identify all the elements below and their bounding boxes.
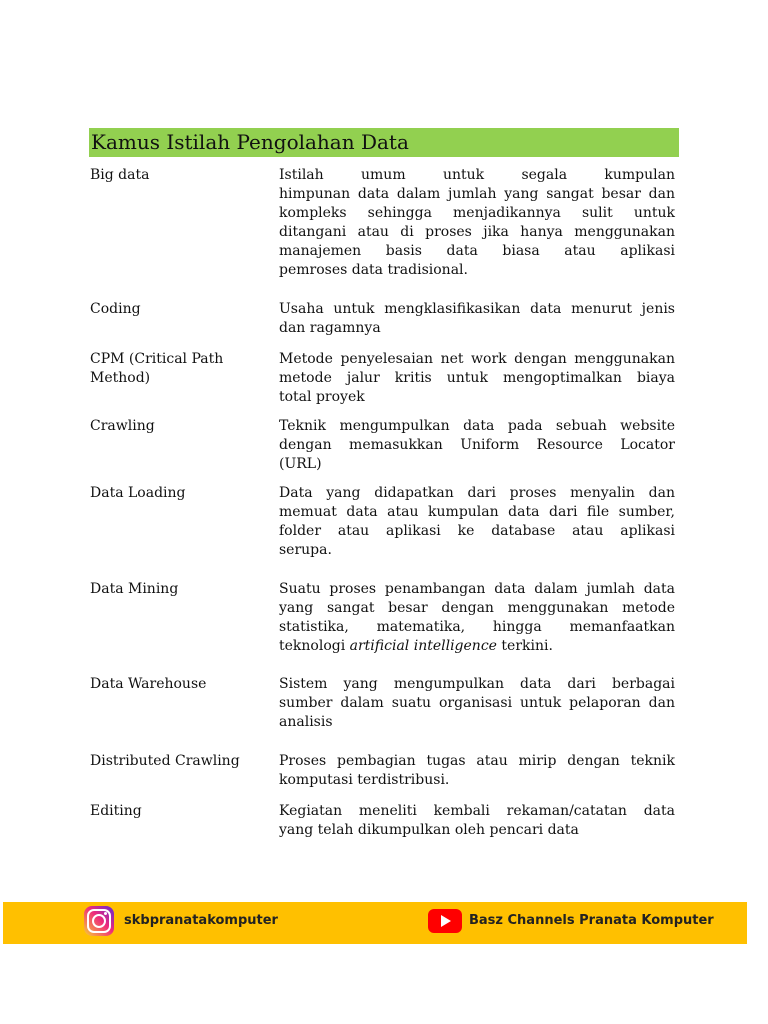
instagram-handle[interactable]: skbpranatakomputer	[124, 913, 278, 928]
glossary-definition	[279, 675, 675, 732]
youtube-icon[interactable]	[428, 909, 462, 933]
definition-line: folder atau aplikasi ke database atau aplikasi	[279, 523, 675, 539]
definition-line: analisis	[279, 714, 333, 730]
instagram-icon[interactable]	[84, 906, 114, 936]
definition-line: dan ragamnya	[279, 320, 381, 336]
glossary-term: Crawling	[90, 418, 155, 434]
definition-line: statistika, matematika, hingga memanfaatkan	[279, 619, 675, 635]
definition-line: Suatu proses penambangan data dalam jumlah data	[279, 581, 675, 597]
glossary-term: Data Warehouse	[90, 676, 207, 692]
definition-line: memuat data atau kumpulan data dari file sumber,	[279, 504, 675, 520]
definition-line: Usaha untuk mengklasifikasikan data menurut jenis	[279, 301, 675, 317]
definition-line: Teknik mengumpulkan data pada sebuah website	[279, 418, 675, 434]
definition-line: (URL)	[279, 456, 322, 472]
definition-line: teknologi artificial intelligence terkini.	[279, 638, 553, 654]
glossary-term: Distributed Crawling	[90, 753, 240, 769]
definition-line: Kegiatan meneliti kembali rekaman/catatan data	[279, 803, 675, 819]
definition-line: yang sangat besar dengan menggunakan metode	[279, 600, 675, 616]
definition-line: Sistem yang mengumpulkan data dari berbagai	[279, 676, 675, 692]
definition-line: Proses pembagian tugas atau mirip dengan teknik	[279, 753, 675, 769]
definition-line: metode jalur kritis untuk mengoptimalkan biaya	[279, 370, 675, 386]
definition-line: yang telah dikumpulkan oleh pencari data	[279, 822, 579, 838]
definition-line: himpunan data dalam jumlah yang sangat besar dan	[279, 186, 675, 202]
definition-line: dengan memasukkan Uniform Resource Locator	[279, 437, 675, 453]
glossary-definition	[279, 417, 675, 474]
definition-line: manajemen basis data biasa atau aplikasi	[279, 243, 675, 259]
glossary-definition	[279, 580, 675, 656]
glossary-definition	[279, 166, 675, 280]
glossary-definition	[279, 484, 675, 560]
definition-line: serupa.	[279, 542, 332, 558]
definition-line: kompleks sehingga menjadikannya sulit untuk	[279, 205, 675, 221]
definition-line: pemroses data tradisional.	[279, 262, 468, 278]
definition-line: Data yang didapatkan dari proses menyalin dan	[279, 485, 675, 501]
definition-line: ditangani atau di proses jika hanya menggunakan	[279, 224, 675, 240]
glossary-definition	[279, 802, 675, 840]
glossary-definition	[279, 752, 675, 790]
youtube-channel-name[interactable]: Basz Channels Pranata Komputer	[469, 913, 714, 928]
definition-line: Metode penyelesaian net work dengan menggunakan	[279, 351, 675, 367]
definition-line: total proyek	[279, 389, 365, 405]
glossary-term: Data Loading	[90, 485, 186, 501]
glossary-term: Big data	[90, 167, 150, 183]
page-title: Kamus Istilah Pengolahan Data	[91, 130, 409, 154]
definition-line: sumber dalam suatu organisasi untuk pelaporan dan	[279, 695, 675, 711]
definition-line: Istilah umum untuk segala kumpulan	[279, 167, 675, 183]
glossary-term: Editing	[90, 803, 142, 819]
definition-line: komputasi terdistribusi.	[279, 772, 450, 788]
glossary-term: CPM (Critical Path Method)	[90, 351, 224, 386]
glossary-definition	[279, 300, 675, 338]
glossary-definition	[279, 350, 675, 407]
glossary-term: Coding	[90, 301, 141, 317]
glossary-term: Data Mining	[90, 581, 179, 597]
title-banner	[89, 128, 679, 157]
